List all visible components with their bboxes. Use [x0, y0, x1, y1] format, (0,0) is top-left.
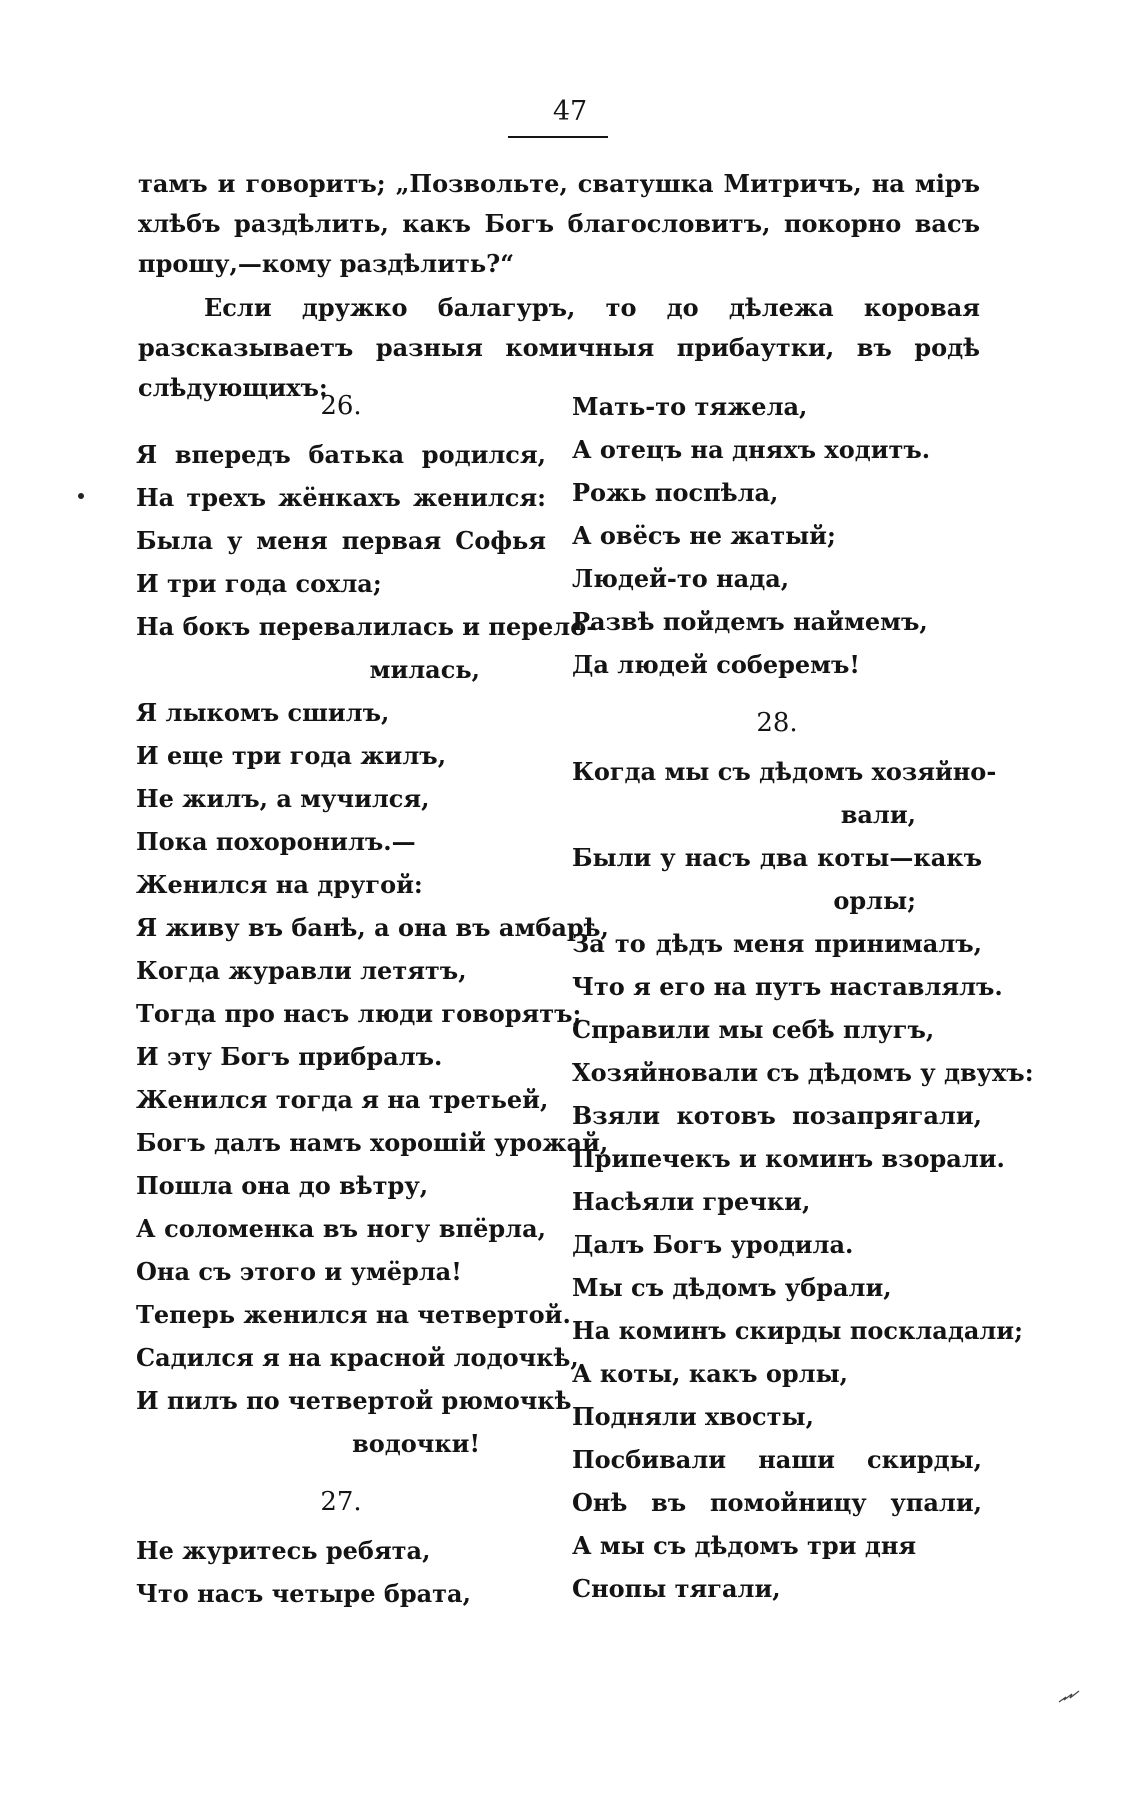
verse-line: На бокъ перевалилась и перело- — [136, 612, 597, 641]
verse-line: Женился тогда я на третьей, — [136, 1085, 549, 1114]
verse-line: Мать-то тяжела, — [572, 392, 808, 421]
verse-line: Были у насъ два коты—какъ — [572, 843, 982, 872]
verse-line-continuation: вали, — [840, 800, 916, 829]
left-column — [136, 385, 609, 1615]
verse-line: Снопы тягали, — [572, 1574, 781, 1603]
verse-line: И пилъ по четвертой рюмочкѣ — [136, 1386, 572, 1415]
verse-line: А овёсъ не жатый; — [572, 521, 836, 550]
verse-line: Пока похоронилъ.— — [136, 827, 416, 856]
verse-line: Что я его на путъ наставлялъ. — [572, 972, 1003, 1001]
verse-line: Была у меня первая Софья — [136, 526, 546, 555]
verse-line: Взяли котовъ позапрягали, — [572, 1101, 982, 1130]
verse-line: Когда журавли летятъ, — [136, 956, 467, 985]
verse-line: На трехъ жёнкахъ женился: — [136, 483, 546, 512]
verse-heading-27: 27. — [320, 1487, 362, 1517]
verse-line: Мы съ дѣдомъ убрали, — [572, 1273, 892, 1302]
verse-line: Богъ далъ намъ хорошій урожай, — [136, 1128, 609, 1157]
verse-line: Справили мы себѣ плугъ, — [572, 1015, 935, 1044]
verse-line: За то дѣдъ меня принималъ, — [572, 929, 982, 958]
verse-line: А отецъ на дняхъ ходитъ. — [572, 435, 931, 464]
page-number: 47 — [552, 96, 588, 127]
verse-line-continuation: орлы; — [833, 886, 916, 915]
page-number-rule — [508, 136, 608, 138]
verse-line: Я живу въ банѣ, а она въ амбарѣ, — [136, 913, 609, 942]
verse-line: Садился я на красной лодочкѣ, — [136, 1343, 579, 1372]
verse-line: Что насъ четыре брата, — [136, 1579, 471, 1608]
verse-line: А мы съ дѣдомъ три дня — [572, 1531, 917, 1560]
verse-line-continuation: милась, — [369, 655, 480, 684]
verse-line: Рожь поспѣла, — [572, 478, 779, 507]
verse-line: Я впередъ батька родился, — [136, 440, 546, 469]
verse-line-continuation: водочки! — [352, 1429, 480, 1458]
verse-line: Да людей соберемъ! — [572, 650, 860, 679]
verse-line: А коты, какъ орлы, — [572, 1359, 848, 1388]
verse-line: Посбивали наши скирды, — [572, 1445, 982, 1474]
verse-heading-26: 26. — [320, 391, 362, 421]
verse-line: На коминъ скирды поскладали; — [572, 1316, 1023, 1345]
verse-line: Когда мы съ дѣдомъ хозяйно- — [572, 757, 997, 786]
ink-speck — [78, 493, 84, 499]
verse-line: Не журитесь ребята, — [136, 1536, 431, 1565]
intro-text: тамъ и говоритъ; „Позвольте, сватушка Митричъ, на міръ хлѣбъ раздѣлить, какъ Богъ благословитъ, покорно васъ прошу,—кому раздѣлить?“ — [138, 169, 980, 278]
verse-line: Онѣ въ помойницу упали, — [572, 1488, 982, 1517]
verse-line: И еще три года жилъ, — [136, 741, 447, 770]
intro-text: Если дружко балагуръ, то до дѣлежа коровая разсказываетъ разныя комичныя прибаутки, въ родѣ слѣдующихъ: — [138, 293, 980, 402]
verse-line: Хозяйновали съ дѣдомъ у двухъ: — [572, 1058, 1034, 1087]
verse-line: Тогда про насъ люди говорятъ; — [136, 999, 582, 1028]
verse-line: Подняли хвосты, — [572, 1402, 814, 1431]
verse-line: Теперь женился на четвертой. — [136, 1300, 571, 1329]
verse-line: И эту Богъ прибралъ. — [136, 1042, 443, 1071]
intro-paragraph-1 — [138, 164, 980, 284]
verse-heading-28: 28. — [756, 708, 798, 738]
verse-line: Пошла она до вѣтру, — [136, 1171, 429, 1200]
verse-line: Припечекъ и коминъ взорали. — [572, 1144, 1005, 1173]
right-column — [572, 385, 1034, 1610]
verse-line: Людей-то нада, — [572, 564, 790, 593]
verse-line: И три года сохла; — [136, 569, 382, 598]
pencil-mark-icon — [1058, 1690, 1080, 1704]
verse-line: Я лыкомъ сшилъ, — [136, 698, 390, 727]
verse-line: Развѣ пойдемъ наймемъ, — [572, 607, 928, 636]
verse-line: Далъ Богъ уродила. — [572, 1230, 854, 1259]
verse-line: Не жилъ, а мучился, — [136, 784, 430, 813]
verse-line: Насѣяли гречки, — [572, 1187, 811, 1216]
verse-line: Она съ этого и умёрла! — [136, 1257, 462, 1286]
verse-line: А соломенка въ ногу впёрла, — [136, 1214, 546, 1243]
verse-line: Женился на другой: — [136, 870, 423, 899]
